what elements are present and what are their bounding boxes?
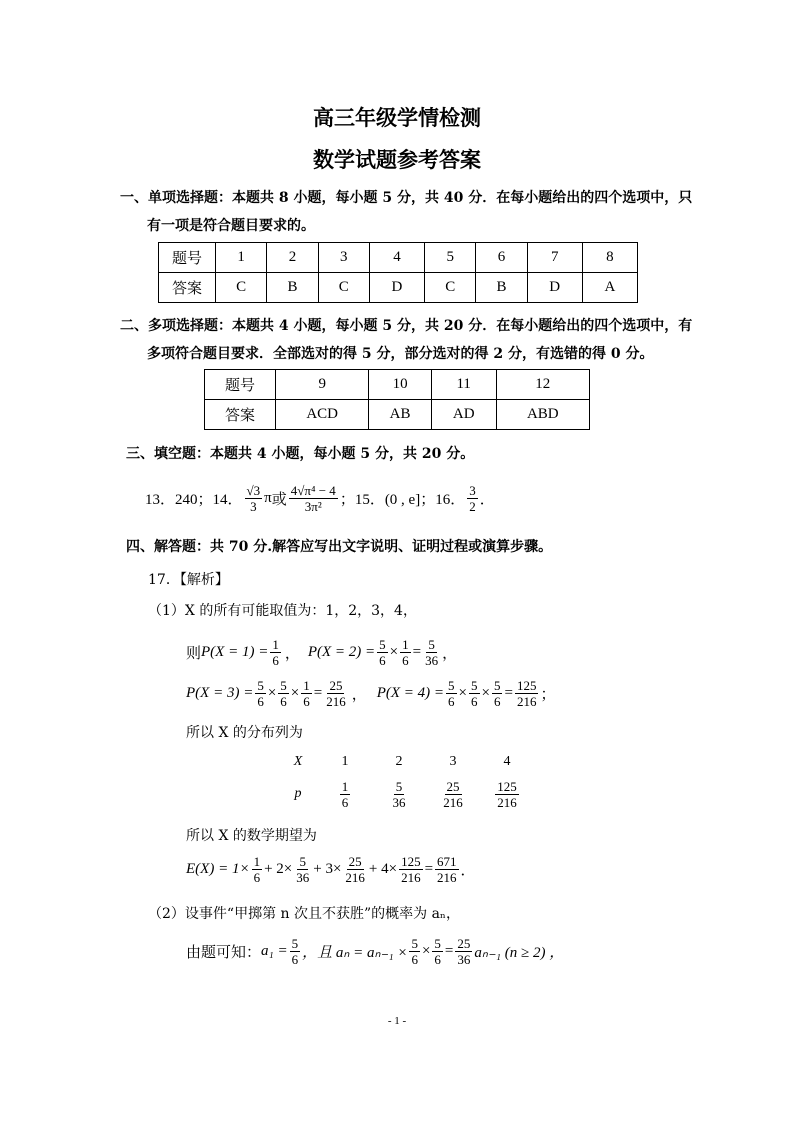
table-cell: [480, 774, 534, 814]
table-cell: AB: [369, 400, 431, 430]
fraction-denominator: 6: [448, 693, 455, 709]
operator: + 2×: [264, 860, 293, 877]
fraction-numerator: 5: [428, 636, 435, 652]
table-cell: C: [216, 273, 267, 303]
fraction-denominator: 216: [443, 794, 463, 810]
fraction-numerator: 5: [434, 935, 441, 951]
prob-x3-label: P(X = 3) =: [186, 684, 254, 701]
fraction-denominator: 216: [516, 693, 537, 709]
or-text: 或: [271, 491, 287, 508]
table-cell: [318, 774, 372, 814]
table-cell: ACD: [276, 400, 369, 430]
recurrence-formula: 由题可知： a₁ = $\frac{5}{6}$ ，且 aₙ = aₙ₋₁ × $\frac{5}{6}$ × $\frac{5}{6}$ = $\frac{25}{36}$ aₙ₋₁ (n ≥ 2) ，: [186, 935, 565, 967]
fraction-numerator: 25: [348, 853, 362, 869]
fraction: [432, 936, 443, 967]
fraction-denominator: 6: [280, 693, 287, 709]
table-cell: B: [267, 273, 318, 303]
fraction-numerator: 5: [493, 677, 501, 693]
fraction: [343, 854, 367, 885]
fraction-numerator: 25: [329, 677, 343, 693]
fraction-denominator: 3: [250, 498, 257, 514]
fraction: [278, 678, 289, 709]
fraction: [409, 936, 420, 967]
fraction-denominator: 6: [341, 794, 349, 810]
fraction-denominator: 36: [296, 869, 310, 885]
fraction-denominator: 2: [469, 498, 476, 514]
recurrence-tail: aₙ₋₁ (n ≥ 2) ，: [474, 944, 565, 961]
fraction-denominator: 6: [402, 652, 409, 668]
fraction-numerator: 5: [411, 935, 418, 951]
a1-label: a₁ =: [261, 942, 288, 959]
fraction-numerator: 4√π⁴ − 4: [290, 482, 336, 498]
fraction-denominator: 6: [303, 693, 310, 709]
table-cell: 11: [431, 370, 496, 400]
table-cell: 答案: [159, 273, 216, 303]
fraction-numerator: 1: [272, 636, 279, 652]
fraction-numerator: 671: [437, 853, 457, 869]
fraction: [495, 779, 519, 810]
pi-symbol: π: [264, 489, 272, 506]
fraction-denominator: 6: [434, 951, 441, 967]
part4-heading: 四、解答题：共 70 分.解答应写出文字说明、证明过程或演算步骤。: [126, 539, 553, 555]
fraction-denominator: 6: [379, 652, 386, 668]
fraction-numerator: 5: [448, 677, 455, 693]
table-cell: AD: [431, 400, 496, 430]
table-cell: 2: [395, 754, 403, 769]
q17-part2-statement: （2）设事件“甲掷第 n 次且不获胜”的概率为 aₙ，: [148, 906, 460, 922]
fraction-denominator: 36: [457, 951, 471, 967]
fraction-denominator: 216: [401, 869, 421, 885]
table-cell: D: [527, 273, 582, 303]
fraction-numerator: √3: [246, 482, 261, 498]
fraction: [340, 779, 351, 810]
fraction-denominator: 216: [345, 869, 365, 885]
table-cell: 1: [341, 754, 349, 769]
page-title: 高三年级学情检测: [313, 105, 481, 130]
part3-heading: 三、填空题：本题共 4 小题，每小题 5 分，共 20 分。: [126, 446, 475, 462]
prob-x1-label: P(X = 1) =: [201, 643, 269, 660]
fraction-denominator: 36: [425, 652, 439, 668]
fraction-numerator: 5: [471, 677, 478, 693]
fraction: [515, 678, 539, 709]
table-cell: 题号: [205, 370, 276, 400]
distribution-intro: 所以 X 的分布列为: [186, 725, 303, 741]
fraction: [255, 678, 266, 709]
table-cell: 3: [449, 754, 457, 769]
expectation-lhs: E(X) = 1×: [186, 860, 250, 877]
fraction-numerator: 5: [257, 677, 264, 693]
multiple-choice-answer-table: [204, 369, 590, 430]
fraction: [289, 483, 338, 514]
fraction-denominator: 6: [291, 951, 299, 967]
table-cell: 5: [425, 243, 476, 273]
then-text: 则: [186, 645, 202, 662]
operator: =: [424, 860, 434, 877]
prob-x4-label: P(X = 4) =: [376, 684, 445, 701]
fraction-denominator: 216: [497, 794, 517, 810]
expectation-formula: E(X) = 1× $\frac{1}{6}$ + 2× $\frac{5}{36}$ + 3× $\frac{25}{216}$ + 4× $\frac{125}{216}$ = $\frac{671}{216}$ ．: [186, 853, 476, 885]
fraction: [252, 854, 263, 885]
fraction-denominator: 216: [326, 693, 346, 709]
table-cell: 3: [318, 243, 369, 273]
prob-line-2: P(X = 3) = $\frac{5}{6}$ × $\frac{5}{6}$ × $\frac{1}{6}$ = $\frac{25}{216}$ ， P(X = 4) = $\frac{5}{6}$ × $\frac{5}{6}$ × $\frac{5}{6}$ = $\frac{125}{216}$ ；: [186, 677, 556, 709]
fraction-numerator: 25: [446, 778, 460, 794]
fraction-denominator: 6: [411, 951, 418, 967]
fraction: [446, 678, 457, 709]
fraction: [245, 483, 263, 514]
fraction: [301, 678, 312, 709]
end-period: ．: [479, 491, 495, 508]
table-cell: 10: [369, 370, 431, 400]
fraction-denominator: 36: [392, 794, 406, 810]
fraction: [324, 678, 348, 709]
fraction: [435, 854, 459, 885]
fraction-numerator: 5: [379, 636, 386, 652]
distribution-table: [278, 750, 534, 814]
table-cell: 1: [216, 243, 267, 273]
fraction: [391, 779, 408, 810]
page-subtitle: 数学试题参考答案: [313, 147, 481, 172]
table-row: [205, 400, 590, 430]
fraction-numerator: 1: [253, 853, 261, 869]
fraction-numerator: 125: [497, 778, 517, 794]
part2-heading-line2: 多项符合题目要求．全部选对的得 5 分，部分选对的得 2 分，有选错的得 0 分。: [147, 346, 654, 362]
fraction-numerator: 125: [401, 853, 421, 869]
fraction-numerator: 1: [303, 677, 310, 693]
table-cell: X: [293, 754, 303, 769]
table-cell: 7: [527, 243, 582, 273]
fraction-denominator: 6: [493, 693, 501, 709]
fill-blank-answers: [145, 476, 495, 520]
fraction: [377, 637, 388, 668]
table-cell: 2: [267, 243, 318, 273]
table-cell: 4: [503, 754, 511, 769]
table-cell: p: [294, 786, 302, 801]
table-cell: 题号: [159, 243, 216, 273]
fraction: [294, 854, 311, 885]
table-row: [278, 774, 534, 814]
answer-13-14-prefix: 13．240；14．: [145, 491, 243, 508]
fraction: [290, 936, 301, 967]
table-cell: C: [425, 273, 476, 303]
fraction: [399, 854, 423, 885]
fraction-numerator: 5: [280, 677, 287, 693]
page-number: - 1 -: [387, 1015, 407, 1027]
fraction: [469, 678, 480, 709]
fraction: [441, 779, 465, 810]
table-cell: 6: [476, 243, 527, 273]
q17-part1-statement: （1）X 的所有可能取值为：1，2，3，4，: [148, 603, 417, 619]
expectation-intro: 所以 X 的数学期望为: [186, 828, 317, 844]
table-row: [278, 750, 534, 774]
table-cell: 12: [496, 370, 589, 400]
fraction: [467, 483, 478, 514]
fraction: [455, 936, 472, 967]
q17-label: 17．【解析】: [148, 572, 229, 588]
table-cell: 8: [582, 243, 637, 273]
prob-x2-label: P(X = 2) =: [307, 643, 376, 660]
fraction-denominator: 3π²: [304, 498, 322, 514]
fraction-denominator: 6: [471, 693, 478, 709]
answer-15-16-text: ；15．(0 , e]；16．: [339, 491, 466, 508]
fraction-denominator: 6: [272, 652, 279, 668]
table-cell: [372, 774, 426, 814]
prob-line-1: 则 P(X = 1) = $\frac{1}{6}$ ， P(X = 2) = $\frac{5}{6}$ × $\frac{1}{6}$ = $\frac{5}{36}$ ，: [186, 636, 458, 668]
table-cell: ABD: [496, 400, 589, 430]
operator: + 3×: [313, 860, 342, 877]
fraction: [400, 637, 411, 668]
table-row: [159, 243, 638, 273]
fraction: [492, 678, 503, 709]
part2-heading-line1: 二、多项选择题：本题共 4 小题，每小题 5 分，共 20 分．在每小题给出的四个选项中，有: [120, 318, 693, 334]
table-cell: A: [582, 273, 637, 303]
table-row: [159, 273, 638, 303]
fraction: [423, 637, 440, 668]
fraction-numerator: 5: [395, 778, 403, 794]
fraction-denominator: 6: [253, 869, 261, 885]
table-cell: [426, 774, 480, 814]
fraction-denominator: 216: [437, 869, 457, 885]
table-cell: C: [318, 273, 369, 303]
part1-heading-line1: 一、单项选择题：本题共 8 小题，每小题 5 分，共 40 分．在每小题给出的四个选项中，只: [120, 190, 693, 206]
fraction-numerator: 1: [341, 778, 349, 794]
table-row: [205, 370, 590, 400]
table-cell: B: [476, 273, 527, 303]
table-cell: D: [369, 273, 424, 303]
table-cell: 4: [369, 243, 424, 273]
recurrence-lhs: ，且 aₙ = aₙ₋₁ ×: [302, 944, 408, 961]
part1-heading-line2: 有一项是符合题目要求的。: [147, 218, 315, 234]
fraction-numerator: 1: [402, 636, 409, 652]
given-text: 由题可知：: [186, 944, 262, 961]
fraction-numerator: 125: [516, 677, 537, 693]
single-choice-answer-table: [158, 242, 638, 303]
fraction-numerator: 5: [299, 853, 306, 869]
fraction: [270, 637, 281, 668]
table-cell: 答案: [205, 400, 276, 430]
operator: + 4×: [368, 860, 398, 877]
fraction-numerator: 3: [469, 482, 476, 498]
fraction-numerator: 5: [291, 935, 299, 951]
table-cell: 9: [276, 370, 369, 400]
fraction-numerator: 25: [457, 935, 471, 951]
fraction-denominator: 6: [257, 693, 264, 709]
